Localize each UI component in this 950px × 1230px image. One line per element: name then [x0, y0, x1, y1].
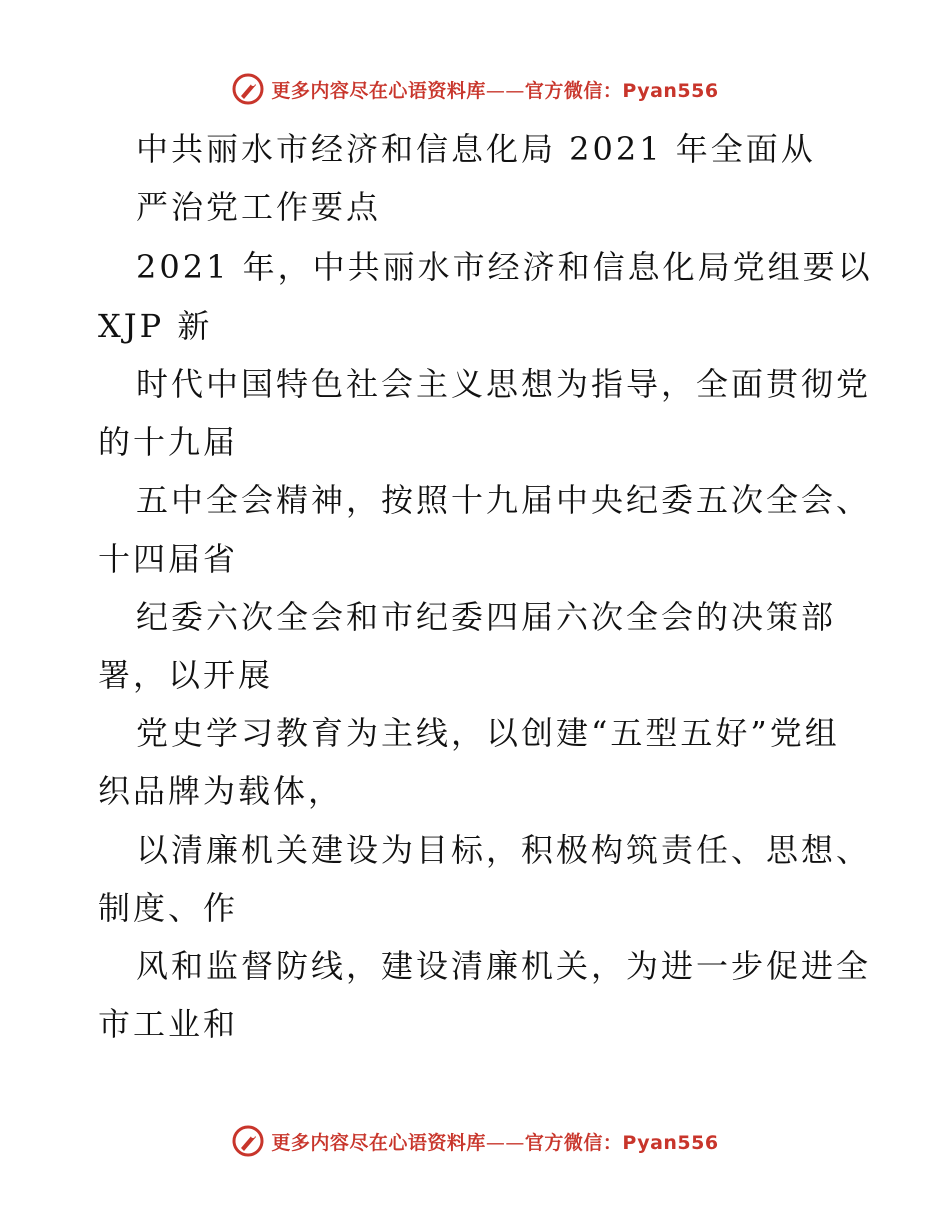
footer-watermark [0, 1124, 950, 1158]
watermark-text: 更多内容尽在心语资料库——官方微信：Pyan556 [271, 1131, 719, 1154]
body-line: 以清廉机关建设为目标，积极构筑责任、思想、 [136, 831, 872, 869]
body-line: 制度、作 [98, 889, 239, 927]
body-line: 十四届省 [98, 540, 239, 578]
body-line: 党史学习教育为主线，以创建“五型五好”党组 [136, 714, 840, 752]
body-line: 2021 年，中共丽水市经济和信息化局党组要以 [136, 248, 873, 286]
title-line-1: 中共丽水市经济和信息化局 2021 年全面从 [136, 130, 816, 168]
header-watermark [0, 72, 950, 106]
body-line: 纪委六次全会和市纪委四届六次全会的决策部 [136, 598, 837, 636]
watermark-text: 更多内容尽在心语资料库——官方微信：Pyan556 [271, 79, 719, 102]
body-line: XJP 新 [98, 307, 213, 345]
body-line: 市工业和 [98, 1005, 239, 1043]
body-line: 五中全会精神，按照十九届中央纪委五次全会、 [136, 481, 872, 519]
body-line: 时代中国特色社会主义思想为指导，全面贯彻党 [136, 365, 872, 403]
body-line: 风和监督防线，建设清廉机关，为进一步促进全 [136, 947, 872, 985]
body-line: 的十九届 [98, 423, 239, 461]
body-line: 署，以开展 [98, 656, 274, 694]
pen-nib-circle-icon [231, 72, 265, 106]
body-line: 织品牌为载体， [98, 772, 344, 810]
title-line-2: 严治党工作要点 [136, 188, 382, 226]
pen-nib-circle-icon [231, 1124, 265, 1158]
